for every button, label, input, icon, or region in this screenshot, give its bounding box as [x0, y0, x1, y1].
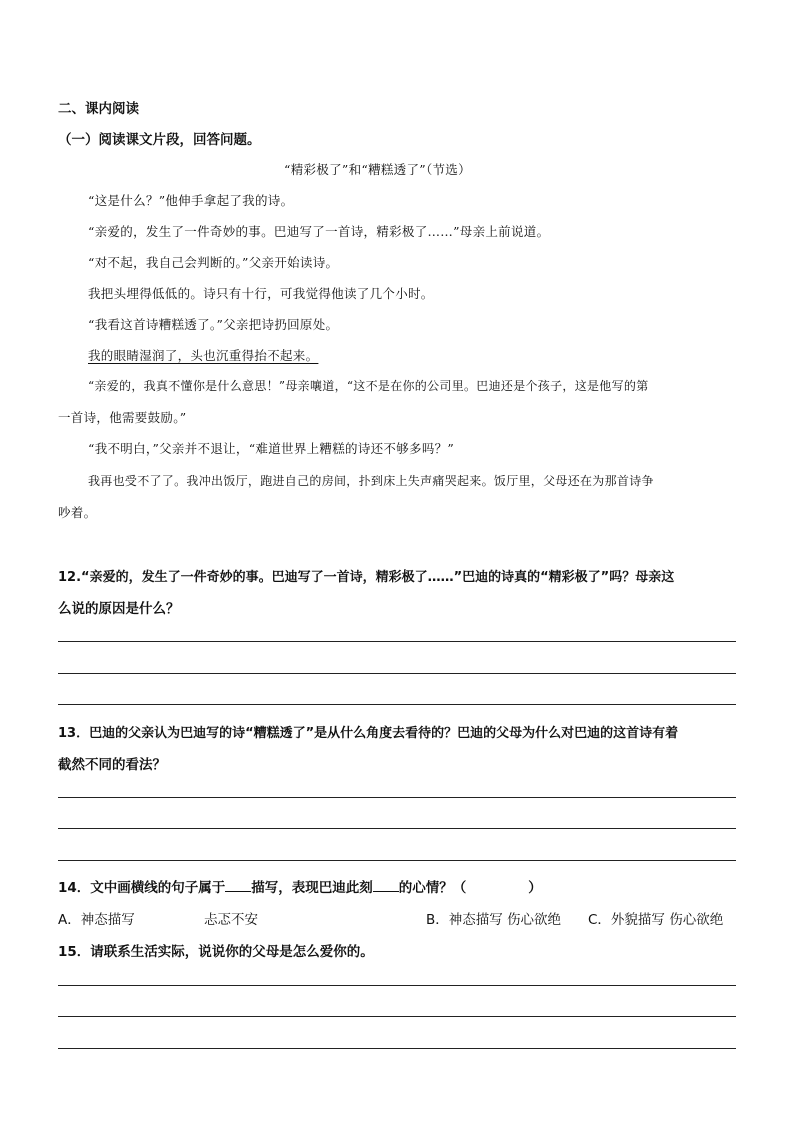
answer-line[interactable]: [58, 860, 736, 861]
passage-paragraph: 吵着。: [58, 505, 97, 520]
section-heading: 二、课内阅读: [58, 101, 139, 117]
option-a-value: 忐忑不安: [204, 912, 258, 928]
answer-line[interactable]: [58, 1016, 736, 1017]
option-c[interactable]: C．外貌描写 伤心欲绝: [588, 912, 724, 928]
question-12: 12.“亲爱的，发生了一件奇妙的事。巴迪写了一首诗，精彩极了……”巴迪的诗真的“精彩极了”吗？母亲这: [58, 570, 675, 585]
option-b[interactable]: B．神态描写 伤心欲绝: [426, 912, 562, 928]
option-a-label[interactable]: A．神态描写: [58, 912, 135, 928]
question-14: [58, 876, 542, 896]
passage-paragraph: “我不明白，”父亲并不退让，“难道世界上糟糕的诗还不够多吗？”: [88, 441, 455, 456]
q14-close: ）: [528, 880, 542, 896]
answer-line[interactable]: [58, 985, 736, 986]
passage-paragraph: 我再也受不了了。我冲出饭厅，跑进自己的房间，扑到床上失声痛哭起来。饭厅里，父母还在为那首诗争: [88, 474, 654, 488]
passage-paragraph: “这是什么？”他伸手拿起了我的诗。: [88, 193, 294, 208]
answer-line[interactable]: [58, 1048, 736, 1049]
question-15: 15．请联系生活实际，说说你的父母是怎么爱你的。: [58, 944, 374, 960]
passage-title: “精彩极了”和“糟糕透了”（节选）: [284, 162, 471, 177]
question-12-cont: 么说的原因是什么？: [58, 601, 180, 617]
q14-mid: 描写，表现巴迪此刻: [251, 880, 373, 896]
answer-line[interactable]: [58, 704, 736, 705]
q14-blank-2[interactable]: [373, 879, 399, 892]
passage-paragraph: “对不起，我自己会判断的。”父亲开始读诗。: [88, 255, 339, 270]
passage-paragraph: “我看这首诗糟糕透了。”父亲把诗扔回原处。: [88, 317, 339, 332]
q14-suffix: 的心情？（: [398, 880, 467, 896]
underlined-sentence: 我的眼睛湿润了，头也沉重得抬不起来。: [88, 348, 319, 363]
q14-blank-1[interactable]: [225, 879, 251, 892]
answer-line[interactable]: [58, 797, 736, 798]
passage-paragraph: 我把头埋得低低的。诗只有十行，可我觉得他读了几个小时。: [88, 286, 434, 301]
passage-paragraph: 一首诗，他需要鼓励。”: [58, 410, 187, 425]
answer-line[interactable]: [58, 828, 736, 829]
answer-line[interactable]: [58, 673, 736, 674]
q14-prefix: 14．文中画横线的句子属于: [58, 880, 226, 896]
question-13-cont: 截然不同的看法？: [58, 757, 166, 773]
passage-paragraph: “亲爱的，我真不懂你是什么意思！”母亲嚷道，“这不是在你的公司里。巴迪还是个孩子，这是他写的第: [88, 379, 649, 393]
passage-paragraph: “亲爱的，发生了一件奇妙的事。巴迪写了一首诗，精彩极了……”母亲上前说道。: [88, 224, 550, 239]
section-subheading: （一）阅读课文片段，回答问题。: [58, 132, 261, 148]
answer-line[interactable]: [58, 641, 736, 642]
question-13: 13．巴迪的父亲认为巴迪写的诗“糟糕透了”是从什么角度去看待的？巴迪的父母为什么对巴迪的这首诗有着: [58, 726, 679, 741]
